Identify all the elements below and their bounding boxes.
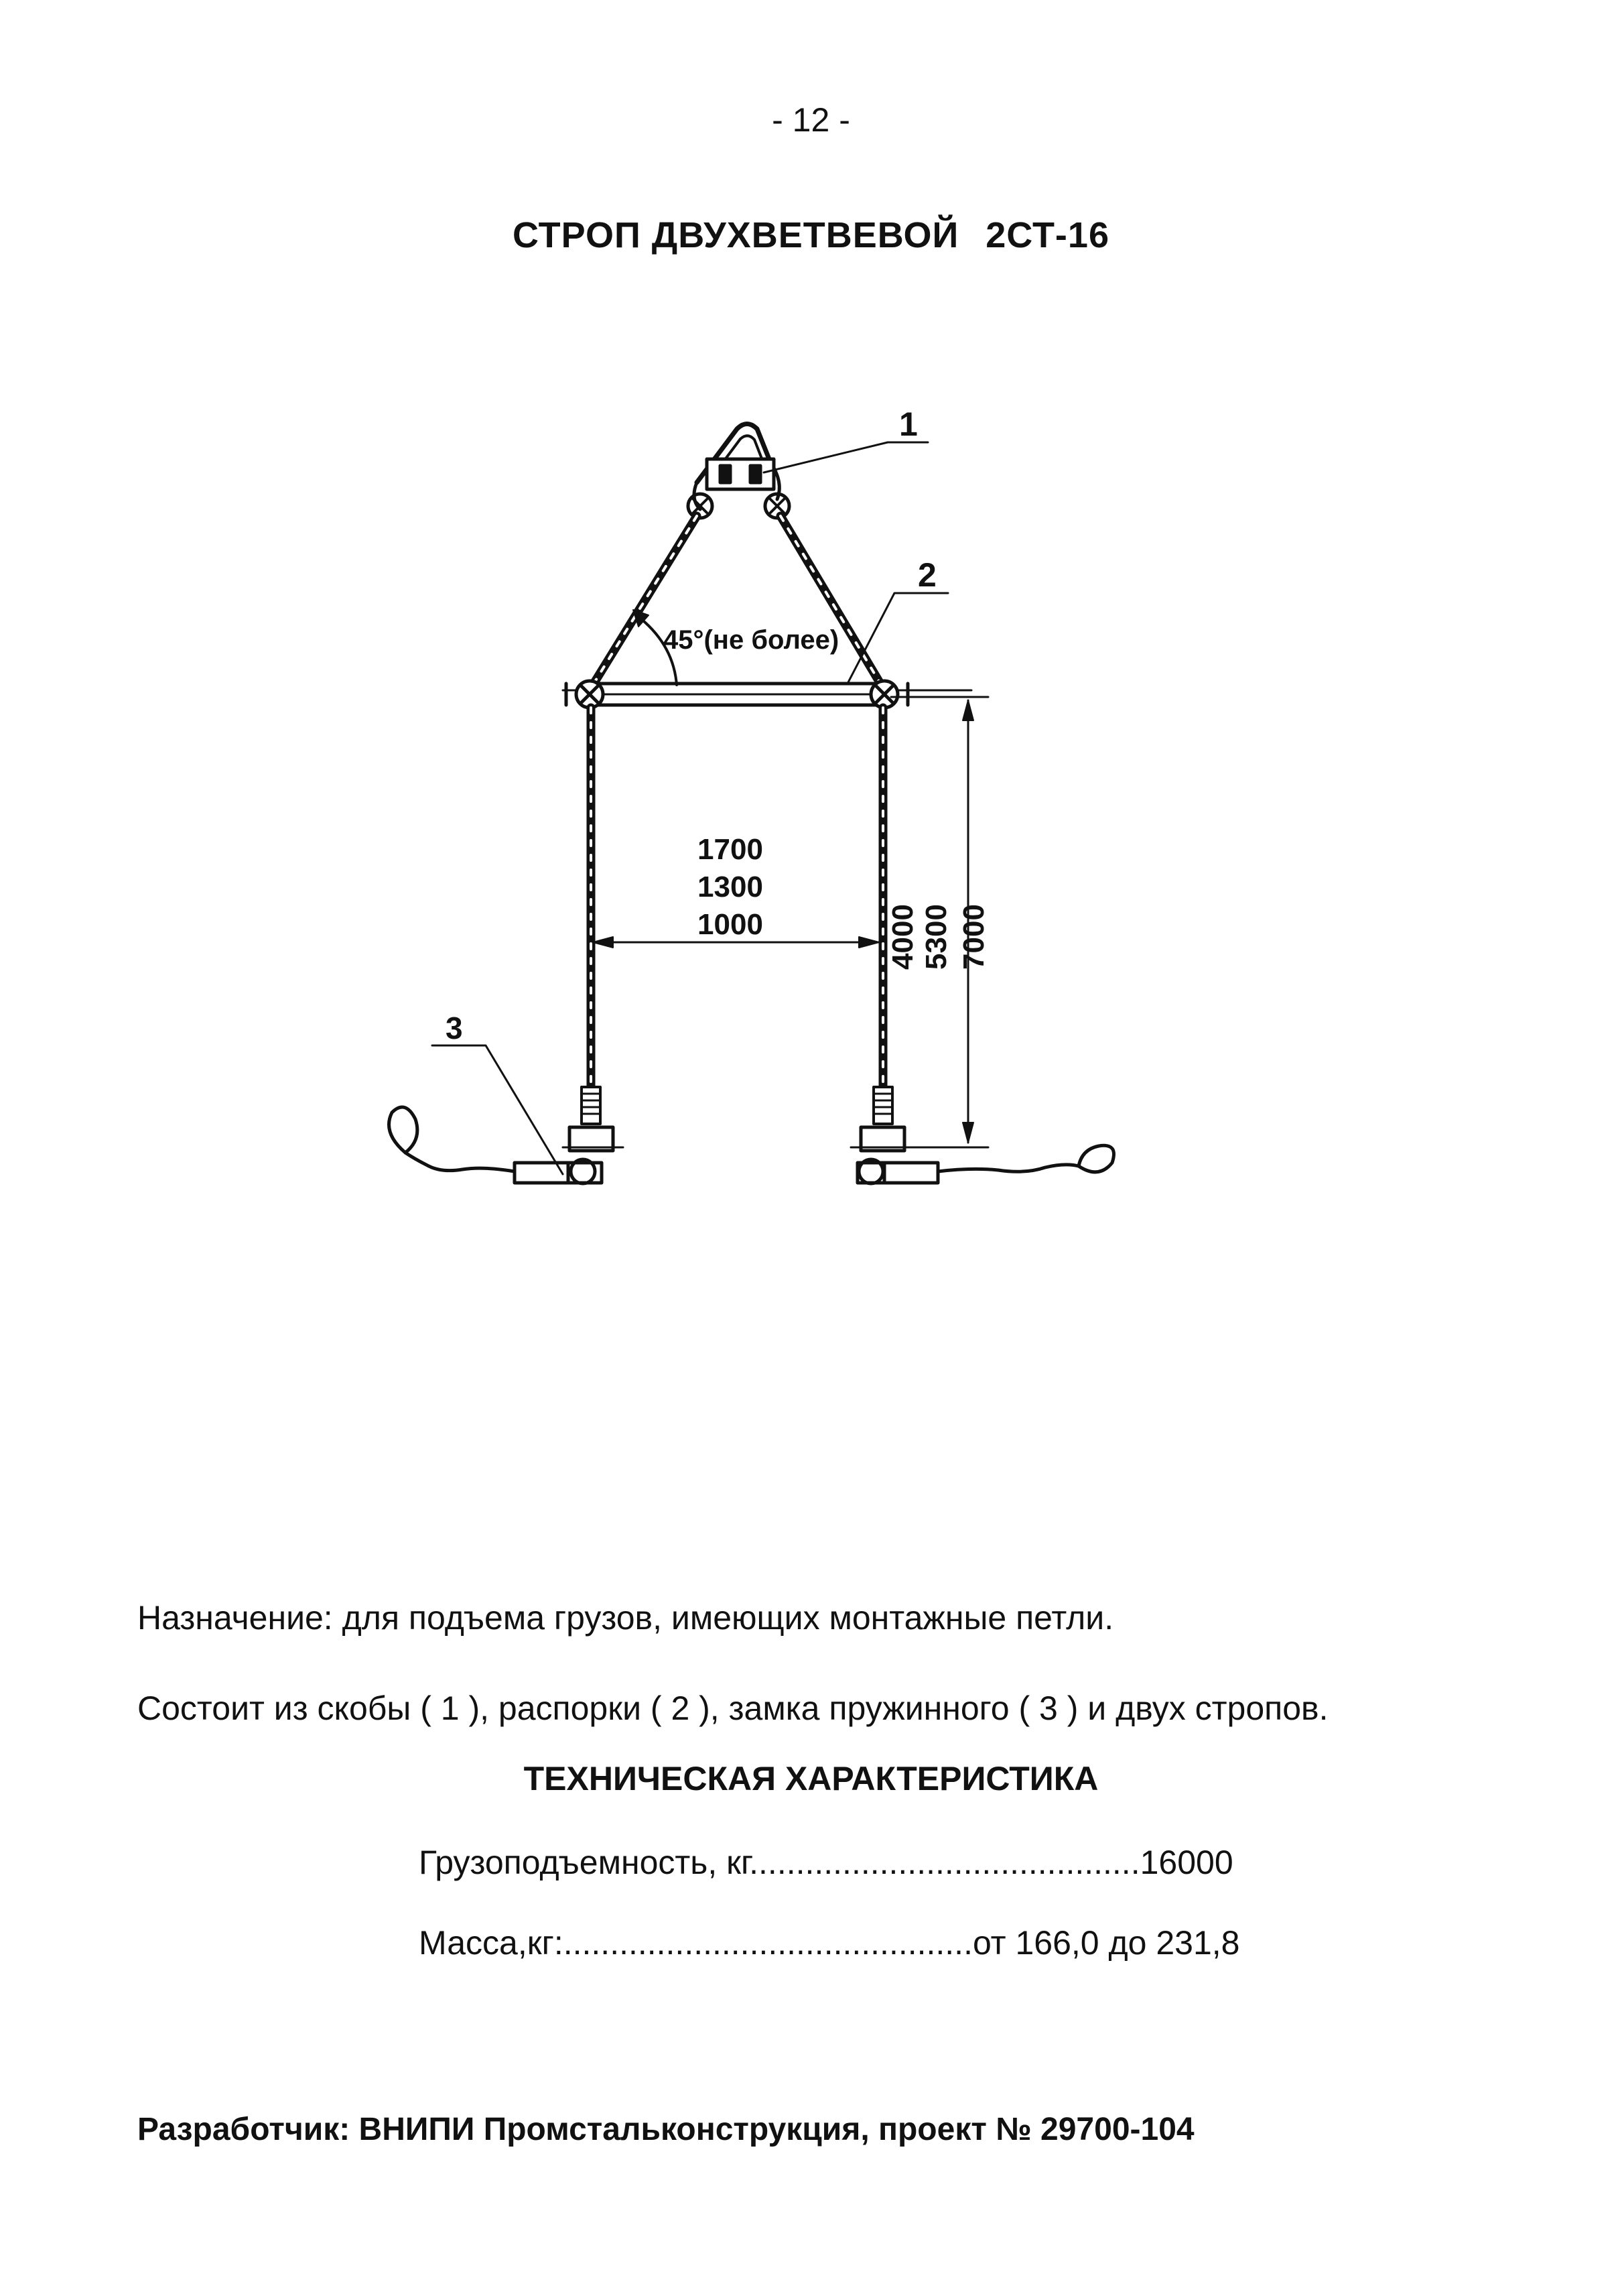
length-dim-7000: 7000: [957, 904, 990, 970]
spreader-bar-part-2: [563, 681, 971, 708]
spring-lock-right: [851, 1087, 1114, 1184]
title-name: СТРОП ДВУХВЕТВЕВОЙ: [513, 215, 959, 255]
title-code: 2СТ-16: [986, 215, 1109, 255]
spec-leader: ..........................................: [749, 1844, 1140, 1881]
spec-row-mass: [419, 1923, 1239, 1962]
callout-2: 2: [918, 556, 937, 594]
callout-3: 3: [446, 1011, 463, 1045]
composition-text: Состоит из скобы ( 1 ), распорки ( 2 ), замка пружинного ( 3 ) и двух стропов.: [137, 1689, 1329, 1727]
spring-lock-left: [389, 1087, 624, 1184]
page-number: - 12 -: [772, 101, 850, 139]
length-dim-5300: 5300: [920, 904, 953, 970]
width-dim-1000: 1000: [697, 908, 763, 941]
width-dim-1700: 1700: [697, 833, 763, 866]
callout-1: 1: [899, 405, 918, 443]
spec-value: 16000: [1140, 1844, 1233, 1881]
spec-label: Грузоподъемность, кг: [419, 1844, 750, 1881]
length-dim-4000: 4000: [886, 904, 919, 970]
spec-row-capacity: [419, 1843, 1233, 1882]
diagonal-sling-right: [781, 516, 884, 690]
purpose-text: Назначение: для подъема грузов, имеющих монтажные петли.: [137, 1599, 1114, 1637]
diagonal-sling-left: [590, 516, 697, 690]
spec-title: ТЕХНИЧЕСКАЯ ХАРАКТЕРИСТИКА: [523, 1760, 1099, 1797]
spec-label: Масса,кг:: [419, 1924, 563, 1962]
spec-leader: ............................................: [563, 1924, 973, 1962]
developer-line: Разработчик: ВНИПИ Промстальконструкция, проект № 29700-104: [137, 2112, 1195, 2147]
width-dim-1300: 1300: [697, 871, 763, 903]
spec-value: от 166,0 до 231,8: [972, 1924, 1240, 1962]
angle-label: 45°(не более): [663, 625, 839, 655]
